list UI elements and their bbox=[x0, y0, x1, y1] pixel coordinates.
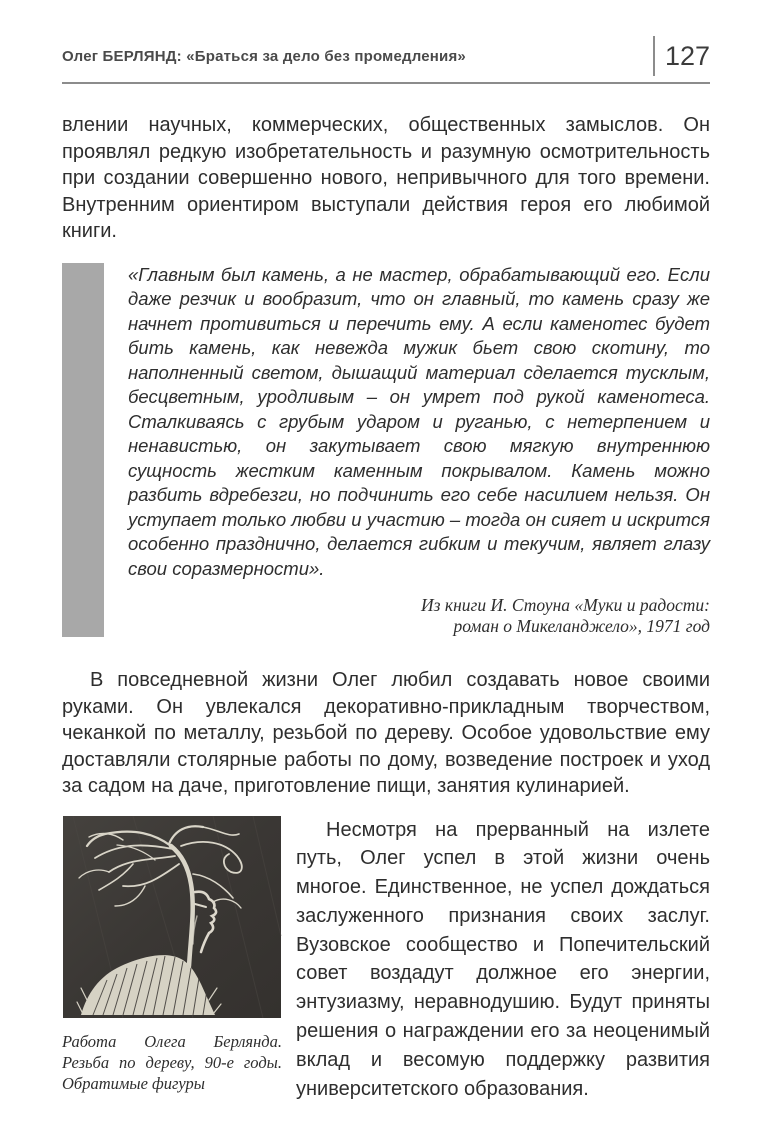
page-number-box bbox=[653, 36, 710, 76]
caption-line-3: Обратимые фигуры bbox=[62, 1073, 205, 1093]
quote-text: «Главным был камень, а не мастер, обрабатывающий его. Если даже резчик и вообразит, что он главный, то камень сразу же начнет противиться и перечить ему. А если каменотес будет бить камень, как невежда мужик бьет свою скотину, то наполненный светом, дышащий материал сделается тусклым, бесцветным, уродливым – он умрет под рукой каменотеса. Сталкиваясь с грубым ударом и руганью, с нетерпением и ненавистью, он закутывает свою мягкую внутреннюю сущность жестким каменным покрывалом. Камень можно разбить вдребезги, но подчинить его себе насилием нельзя. Он уступает только любви и участию – тогда он сияет и искрится особенно празднично, делается гибким и текучим, являет глазу свои соразмерности». bbox=[128, 263, 710, 579]
header-vertical-separator bbox=[653, 36, 655, 76]
attribution-line-1: Из книги И. Стоуна «Муки и радости: bbox=[421, 595, 710, 615]
page-number: 127 bbox=[664, 41, 710, 71]
paragraph-3: Несмотря на прерванный на излете путь, Олег успел в этой жизни очень многое. Единственное, не успел дождаться заслуженного признания своих заслуг. Вузовское сообщество и Попечительский совет воздадут должное его энергии, энтузиазму, неравнодушию. Будут приняты решения о награждении его за неоценимый вклад и весомую поддержку развития университетского образования. bbox=[296, 818, 710, 1100]
figure-woodcarving bbox=[62, 816, 282, 1094]
quote-attribution bbox=[128, 595, 710, 637]
page-header bbox=[62, 36, 710, 84]
page-content bbox=[62, 112, 710, 1103]
quote-bar bbox=[62, 263, 104, 638]
paragraph-2: В повседневной жизни Олег любил создавать новое своими руками. Он увлекался декоративно-прикладным творчеством, чеканкой по металлу, резьбой по дереву. Особое удовольствие ему доставляли столярные работы по дому, возведение построек и уход за садом на даче, приготовление пищи, занятия кулинарией. bbox=[62, 669, 710, 797]
caption-line-1: Работа Олега Берлянда. bbox=[62, 1031, 282, 1051]
paragraph-1: влении научных, коммерческих, общественных замыслов. Он проявлял редкую изобретательность и разумную осмотрительность при создании совершенно нового, непривычного для того времени. Внутренним ориентиром выступали действия героя его любимой книги. bbox=[62, 114, 710, 242]
quote-block bbox=[62, 263, 710, 638]
woodcarving-image bbox=[62, 816, 282, 1018]
figure-caption bbox=[62, 1031, 282, 1094]
header-rule bbox=[62, 82, 710, 84]
caption-line-2: Резьба по дереву, 90-е годы. bbox=[62, 1052, 282, 1072]
running-title: Олег БЕРЛЯНД: «Браться за дело без промедления» bbox=[62, 47, 466, 65]
attribution-line-2: роман о Микеланджело», 1971 год bbox=[453, 616, 710, 636]
figure-column bbox=[62, 816, 282, 1104]
quote-content bbox=[128, 263, 710, 638]
figure-section bbox=[62, 816, 710, 1104]
